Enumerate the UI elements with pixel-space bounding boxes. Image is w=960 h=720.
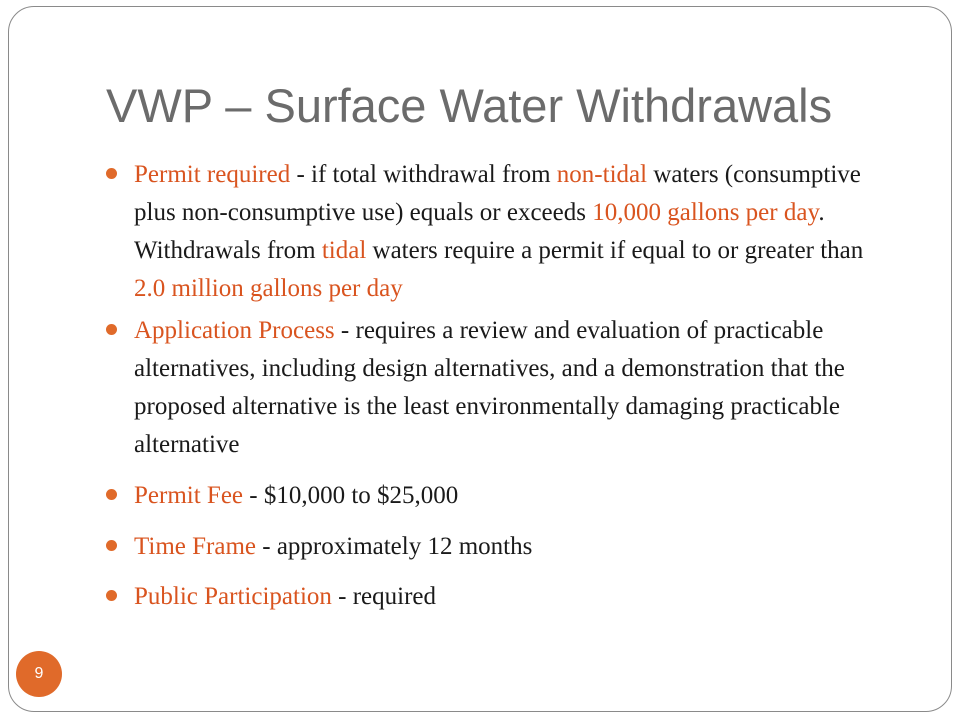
bullet-item-permit-fee [106,477,886,515]
bullet-text: 10,000 gallons per day [592,199,819,226]
bullet-item-time-frame [106,528,886,566]
bullet-text: tidal [321,237,367,264]
bullet-icon [106,168,117,179]
bullet-icon [106,324,117,335]
slide-title: VWP – Surface Water Withdrawals [106,79,833,132]
bullet-text: Permit required [134,161,291,188]
bullet-text: 2.0 million gallons per day [134,275,403,302]
bullet-text: Permit Fee [134,482,244,509]
bullet-text: - $10,000 to $25,000 [243,482,459,509]
page-number: 9 [34,665,44,682]
bullet-item-public-participation [106,578,886,616]
bullet-item-permit-required [106,156,886,308]
bullet-icon [106,489,117,500]
bullet-text: non-tidal [556,161,648,188]
bullet-text: Public Participation [134,583,332,610]
bullet-text: - if total withdrawal from [290,161,557,188]
bullet-icon [106,540,117,551]
bullet-text: - approximately 12 months [256,533,533,560]
bullet-item-application-process [106,312,886,464]
bullet-text: waters require a permit if equal to or greater than [366,237,864,264]
bullet-text: waters (consumptive plus non-consumptive use) equals or exceeds [134,161,861,226]
bullet-list [106,156,886,616]
bullet-text: - required [331,583,437,610]
bullet-text: - requires a review and evaluation of practicable alternatives, including design alternatives, and a demonstration that the proposed alternative is the least environmentally damaging practicable alternative [134,317,845,458]
bullet-text: Time Frame [134,533,256,560]
bullet-text: Application Process [134,317,335,344]
bullet-text: . Withdrawals from [134,199,825,264]
bullet-icon [106,590,117,601]
page-number-badge [16,651,62,697]
